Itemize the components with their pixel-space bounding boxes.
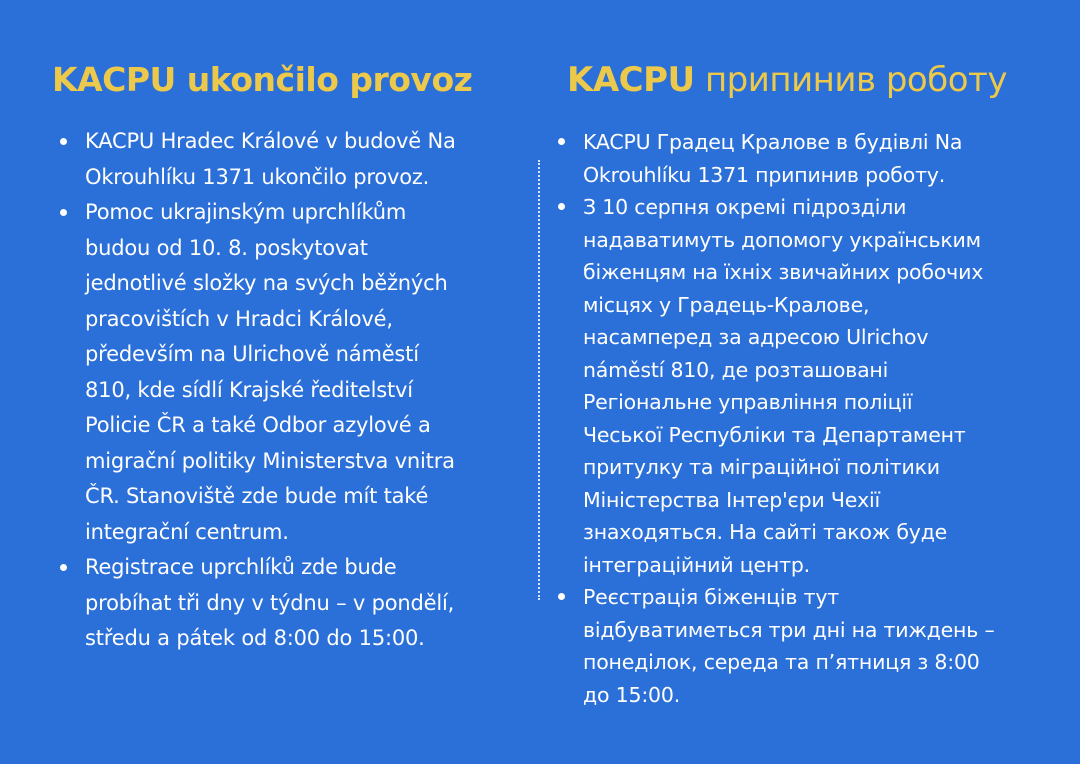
ukrainian-heading-strong: KACPU — [567, 60, 695, 100]
ukrainian-bullet-text: KACPU Градец Кралове в будівлі Na Okrouhlíku 1371 припинив роботу. — [583, 130, 963, 187]
bullet-dot-icon — [60, 209, 67, 216]
ukrainian-bullet-item — [556, 191, 1066, 581]
ukrainian-bullet-item — [556, 126, 1066, 191]
bullet-dot-icon — [60, 138, 67, 145]
bullet-dot-icon — [60, 564, 67, 571]
bullet-dot-icon — [558, 593, 565, 600]
czech-bullet-item — [58, 550, 533, 657]
ukrainian-bullet-item — [556, 581, 1066, 711]
ukrainian-bullet-text: З 10 серпня окремі підрозділи надаватимуть допомогу українським біженцям на їхніх звичайних робочих місцях у Градець-Кралове, насамперед за адресою Ulrichov náměstí 810, де розташовані Регіональне управління поліції Чеської Республіки та Департамент притулку та міграційної політики Міністерства Інтер'єри Чехії знаходяться. На сайті також буде інтеграційний центр. — [583, 195, 984, 577]
ukrainian-heading — [567, 58, 1007, 102]
ukrainian-bullet-list — [556, 126, 1066, 711]
ukrainian-bullet-text: Реєстрація біженців тут відбуватиметься три дні на тиждень – понеділок, середа та п’ятниця з 8:00 до 15:00. — [583, 585, 995, 707]
column-divider — [538, 160, 540, 600]
czech-bullet-item — [58, 195, 533, 550]
bullet-dot-icon — [558, 203, 565, 210]
czech-bullet-item — [58, 124, 533, 195]
czech-heading: KACPU ukončilo provoz — [52, 60, 473, 99]
bullet-dot-icon — [558, 138, 565, 145]
czech-bullet-text: KACPU Hradec Králové v budově Na Okrouhlíku 1371 ukončilo provoz. — [85, 129, 456, 189]
ukrainian-heading-rest: припинив роботу — [694, 60, 1007, 100]
czech-bullet-text: Registrace uprchlíků zde bude probíhat tři dny v týdnu – v pondělí, středu a pátek od 8:00 do 15:00. — [85, 555, 455, 650]
czech-bullet-list — [58, 124, 533, 657]
czech-bullet-text: Pomoc ukrajinským uprchlíkům budou od 10. 8. poskytovat jednotlivé složky na svých běžných pracovištích v Hradci Králové, především na Ulrichově náměstí 810, kde sídlí Krajské ředitelství Policie ČR a také Odbor azylové a migrační politiky Ministerstva vnitra ČR. Stanoviště zde bude mít také integrační centrum. — [85, 200, 455, 544]
